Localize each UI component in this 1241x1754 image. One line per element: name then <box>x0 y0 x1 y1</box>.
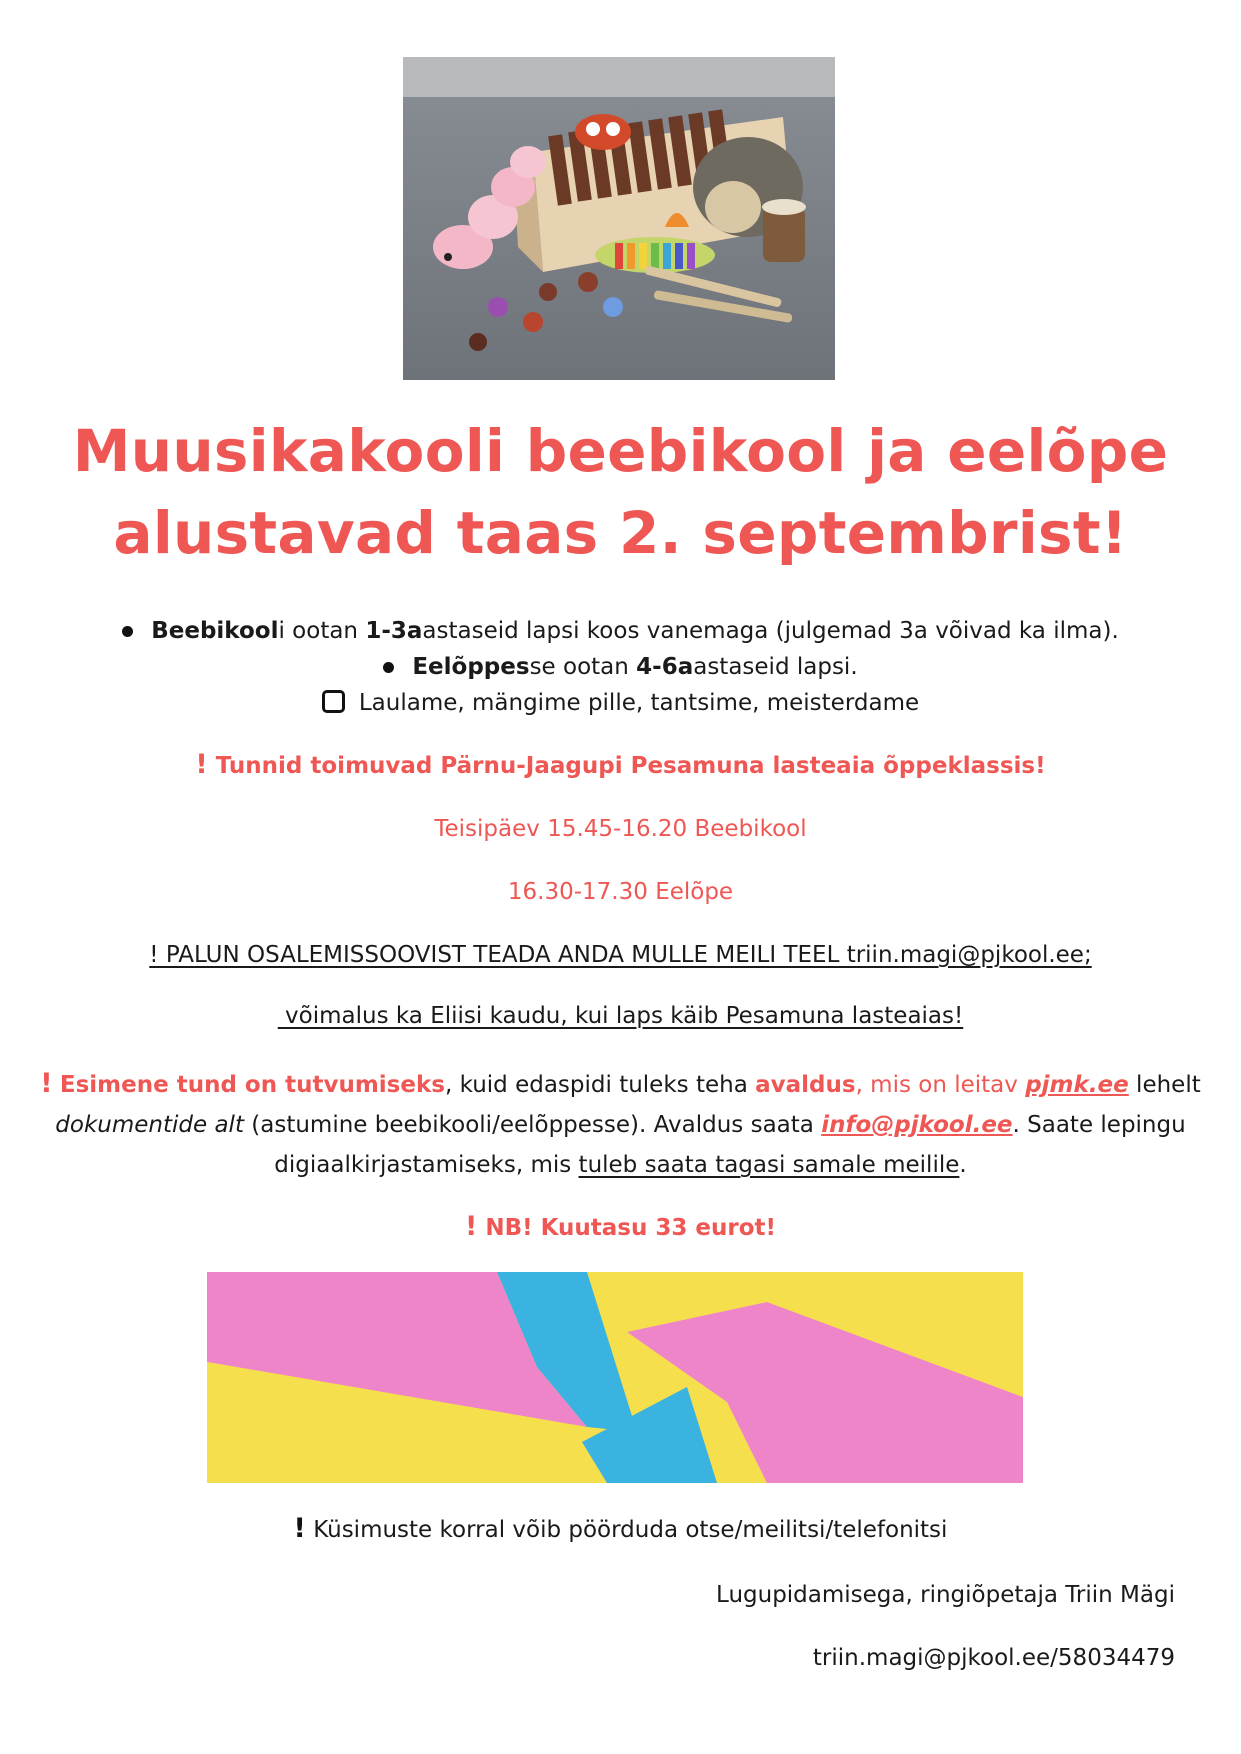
bullet-pre-school: Eelõppesse ootan 4-6aastaseid lapsi. <box>0 652 1241 682</box>
schedule-pre: 16.30-17.30 Eelõpe <box>507 879 734 905</box>
pjmk-link[interactable]: pjmk.ee <box>1025 1072 1129 1098</box>
bullet-activities: Laulame, mängime pille, tantsime, meisterdame <box>0 688 1241 718</box>
bullet-icon <box>383 662 394 673</box>
checkbox-icon <box>322 690 345 713</box>
signature-contact: triin.magi@pjkool.ee/58034479 <box>812 1645 1175 1671</box>
exclamation-icon: ! <box>465 1211 478 1242</box>
instruments-photo <box>403 57 835 380</box>
title-line-1: Muusikakooli beebikool ja eelõpe <box>72 417 1169 485</box>
registration-notice: ! PALUN OSALEMISSOOVIST TEADA ANDA MULLE MEILI TEEL triin.magi@pjkool.ee; <box>149 942 1092 968</box>
fee-notice: ! NB! Kuutasu 33 eurot! <box>465 1211 776 1242</box>
schedule-baby: Teisipäev 15.45-16.20 Beebikool <box>434 816 807 842</box>
info-paragraph: ! Esimene tund on tutvumiseks, kuid edaspidi tuleks teha avaldus, mis on leitav pjmk.ee lehelt dokumentide alt (astumine beebikooli/eelõppesse). Avaldus saata info@pjkool.ee. Saate lepingu digiaalkirjastamiseks, mis tuleb saata tagasi samale meilile. <box>40 1068 1201 1178</box>
page-title <box>40 410 1201 574</box>
location-notice: ! Tunnid toimuvad Pärnu-Jaagupi Pesamuna lasteaia õppeklassis! <box>195 749 1046 780</box>
bullet-baby-school: Beebikooli ootan 1-3aastaseid lapsi koos vanemaga (julgemad 3a võivad ka ilma). <box>0 616 1241 646</box>
info-email-link[interactable]: info@pjkool.ee <box>821 1112 1013 1138</box>
registration-alt: võimalus ka Eliisi kaudu, kui laps käib Pesamuna lasteaias! <box>277 1003 964 1029</box>
exclamation-icon: ! <box>40 1068 53 1099</box>
colored-paper-image <box>207 1272 1023 1483</box>
bullet-icon <box>122 626 133 637</box>
exclamation-icon: ! <box>195 749 208 780</box>
signature-name: Lugupidamisega, ringiõpetaja Triin Mägi <box>716 1582 1175 1608</box>
exclamation-icon: ! <box>293 1513 306 1544</box>
title-line-2: alustavad taas 2. septembrist! <box>113 499 1128 567</box>
questions-notice: ! Küsimuste korral võib pöörduda otse/meilitsi/telefonitsi <box>293 1513 948 1544</box>
